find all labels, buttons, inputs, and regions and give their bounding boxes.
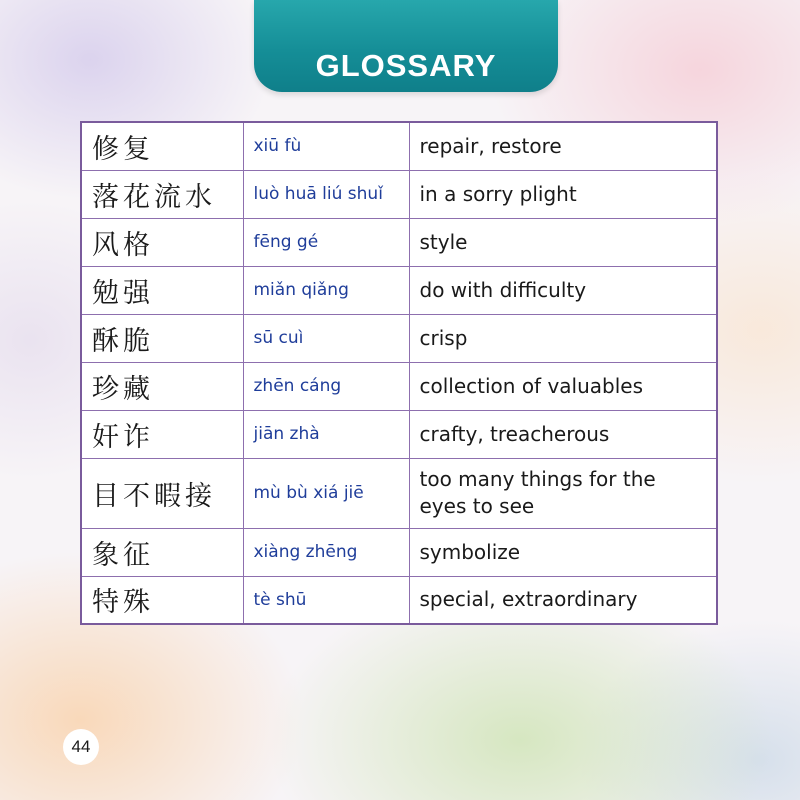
table-row [81,528,717,576]
pinyin-cell: miǎn qiǎng [243,266,409,314]
table-row [81,122,717,170]
table-row [81,218,717,266]
glossary-table [80,121,718,625]
hanzi-cell: 修复 [81,122,243,170]
glossary-banner [254,0,558,92]
pinyin-cell: sū cuì [243,314,409,362]
english-cell: collection of valuables [409,362,717,410]
english-cell: do with difficulty [409,266,717,314]
english-cell: special, extraordinary [409,576,717,624]
english-cell: repair, restore [409,122,717,170]
pinyin-cell: xiàng zhēng [243,528,409,576]
pinyin-cell: zhēn cáng [243,362,409,410]
english-cell: crisp [409,314,717,362]
pinyin-cell: tè shū [243,576,409,624]
hanzi-cell: 珍藏 [81,362,243,410]
hanzi-cell: 酥脆 [81,314,243,362]
english-cell: too many things for the eyes to see [409,458,717,528]
pinyin-cell: luò huā liú shuǐ [243,170,409,218]
english-cell: symbolize [409,528,717,576]
hanzi-cell: 奸诈 [81,410,243,458]
table-row [81,458,717,528]
hanzi-cell: 目不暇接 [81,458,243,528]
hanzi-cell: 落花流水 [81,170,243,218]
pinyin-cell: jiān zhà [243,410,409,458]
page-number: 44 [63,729,99,765]
english-cell: style [409,218,717,266]
page-title: GLOSSARY [315,47,497,83]
english-cell: crafty, treacherous [409,410,717,458]
pinyin-cell: mù bù xiá jiē [243,458,409,528]
table-row [81,362,717,410]
table-row [81,410,717,458]
pinyin-cell: xiū fù [243,122,409,170]
table-row [81,314,717,362]
hanzi-cell: 风格 [81,218,243,266]
table-row [81,266,717,314]
pinyin-cell: fēng gé [243,218,409,266]
hanzi-cell: 象征 [81,528,243,576]
hanzi-cell: 特殊 [81,576,243,624]
table-row [81,576,717,624]
english-cell: in a sorry plight [409,170,717,218]
hanzi-cell: 勉强 [81,266,243,314]
table-row [81,170,717,218]
